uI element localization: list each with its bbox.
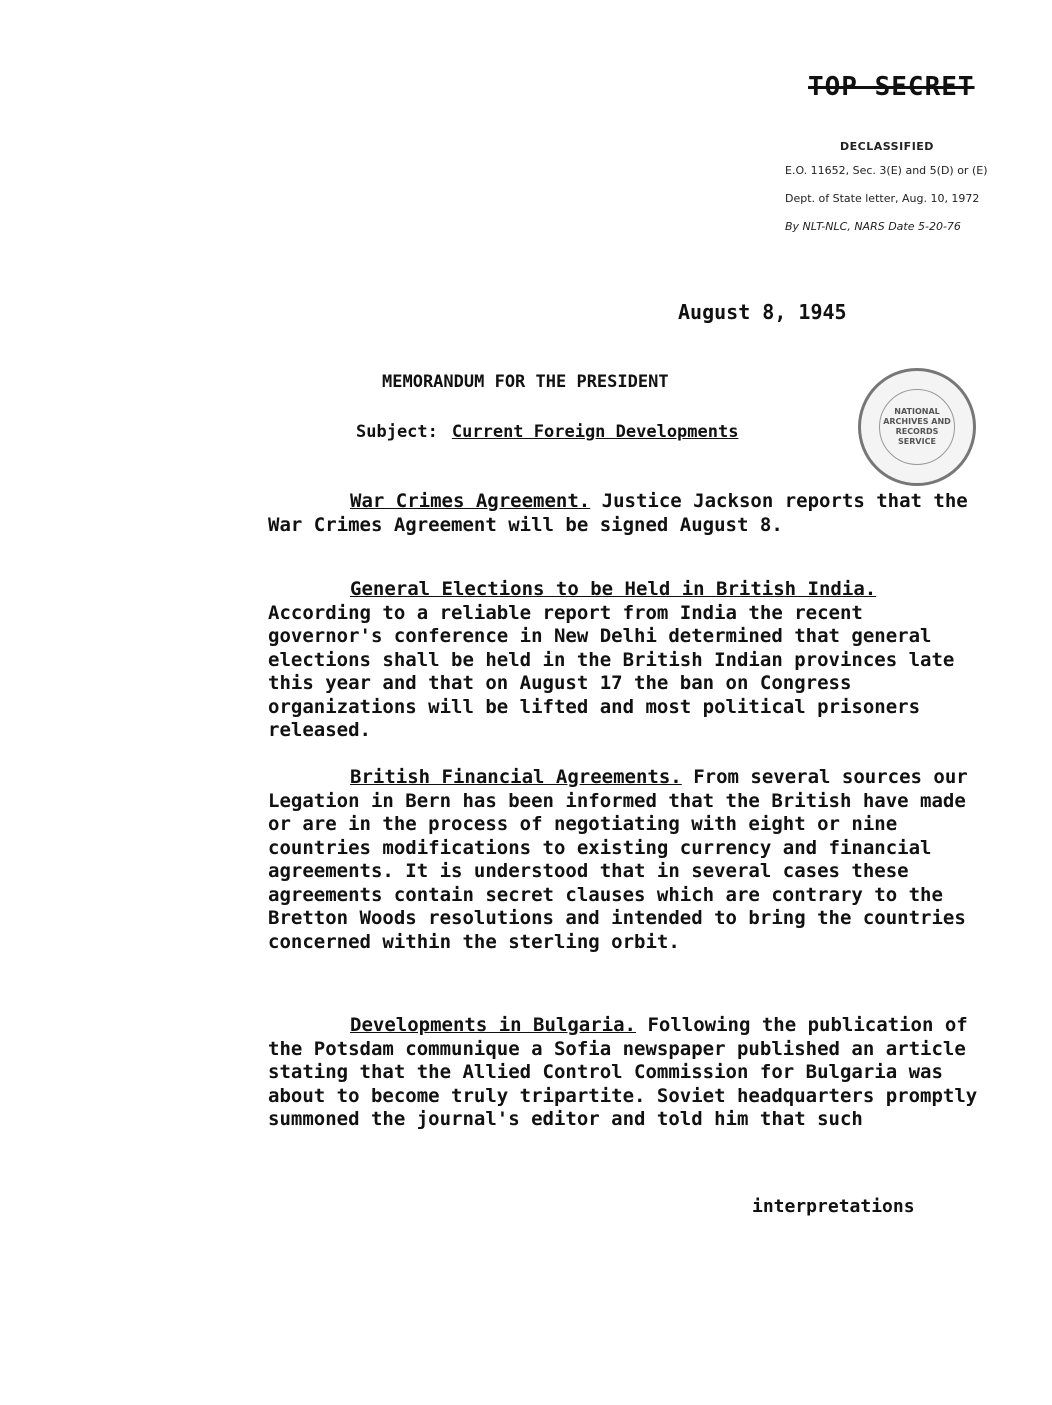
declassification-title: DECLASSIFIED (840, 140, 934, 153)
paragraph-heading: War Crimes Agreement. (350, 490, 591, 512)
paragraph-heading: British Financial Agreements. (350, 766, 682, 788)
seal-center (879, 389, 955, 465)
classification-stamp: TOP SECRET (808, 72, 975, 102)
archives-seal (858, 368, 976, 486)
subject-label: Subject: (356, 422, 438, 442)
paragraph-india-elections (268, 578, 988, 743)
paragraph-bulgaria (268, 1014, 988, 1132)
paragraph-body: Justice Jackson reports that the War Crimes Agreement will be signed August 8. (268, 490, 968, 536)
memo-date: August 8, 1945 (678, 300, 847, 324)
paragraph-british-financial (268, 766, 988, 954)
paragraph-heading: General Elections to be Held in British India. (350, 578, 877, 600)
memo-subject (356, 422, 738, 442)
paragraph-body: Following the publication of the Potsdam communique a Sofia newspaper published an article stating that the Allied Control Commission for Bulgaria was about to become truly tripartite. Soviet headquarters promptly summoned the journal's editor and told him that such (268, 1014, 978, 1130)
declassification-letter: Dept. of State letter, Aug. 10, 1972 (785, 192, 980, 205)
paragraph-body: From several sources our Legation in Bern has been informed that the British have made or are in the process of negotiating with eight or nine countries modifications to existing currency and financial agreements. It is understood that in several cases these agreements contain secret clauses which are contrary to the Bretton Woods resolutions and intended to bring the countries concerned within the sterling orbit. (268, 766, 968, 953)
memo-title: MEMORANDUM FOR THE PRESIDENT (382, 372, 669, 392)
paragraph-war-crimes (268, 490, 988, 537)
paragraph-heading: Developments in Bulgaria. (350, 1014, 636, 1036)
declassification-authority: E.O. 11652, Sec. 3(E) and 5(D) or (E) (785, 164, 988, 177)
page-continuation-word: interpretations (752, 1196, 915, 1217)
seal-text: NATIONAL ARCHIVES AND RECORDS SERVICE (883, 407, 951, 446)
paragraph-body: According to a reliable report from India the recent governor's conference in New Delhi determined that general elections shall be held in the British Indian provinces late this year and that on August 17 the ban on Congress organizations will be lifted and most political prisoners released. (268, 601, 955, 741)
declassification-signature: By NLT-NLC, NARS Date 5-20-76 (785, 220, 961, 233)
subject-value: Current Foreign Developments (451, 422, 739, 442)
